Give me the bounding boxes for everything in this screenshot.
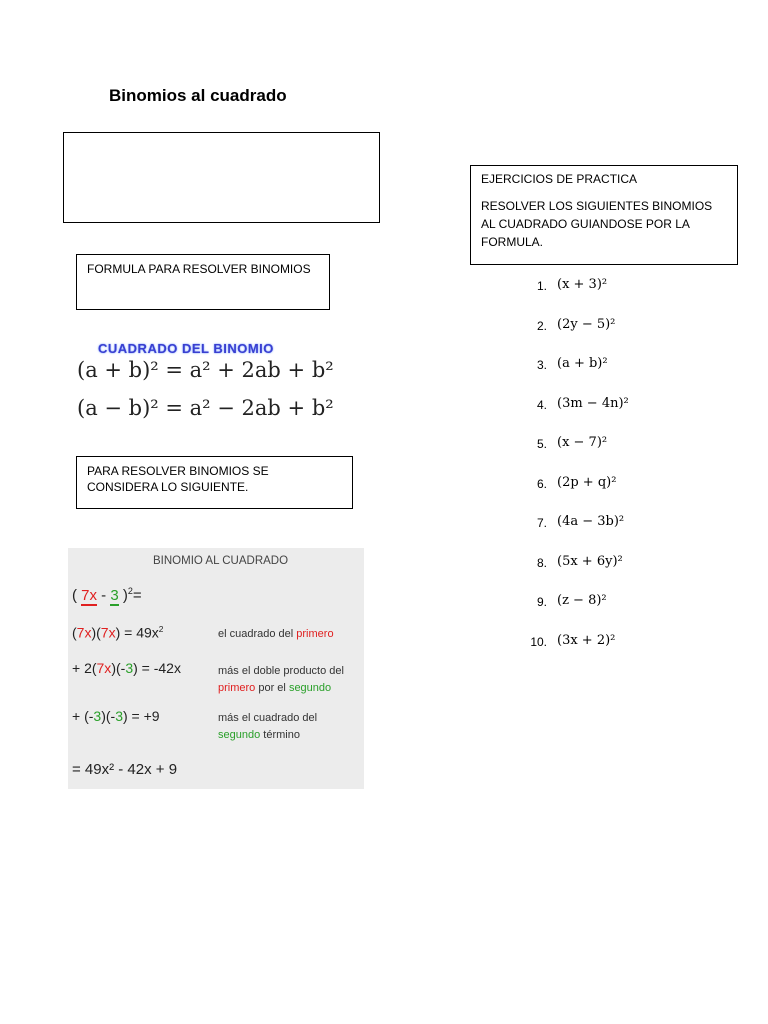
exercise-number: 1. — [536, 279, 547, 293]
exercise-number: 6. — [536, 477, 547, 491]
step1-note: el cuadrado del primero — [218, 628, 334, 640]
exercise-expression: (5x + 6y)² — [557, 554, 623, 569]
exercise-number: 10. — [530, 635, 547, 649]
exercise-expression: (x − 7)² — [557, 435, 608, 450]
exercise-number: 9. — [536, 595, 547, 609]
exercise-number: 7. — [536, 516, 547, 530]
exercise-number: 8. — [536, 556, 547, 570]
formula-difference: (a − b)² = a² − 2ab + b² — [77, 396, 334, 420]
consider-box — [76, 456, 353, 509]
practice-instructions: RESOLVER LOS SIGUIENTES BINOMIOS AL CUADRADO GUIANDOSE POR LA FORMULA. — [481, 199, 713, 249]
formula-label-box — [76, 254, 330, 310]
example-term1: 7x — [81, 587, 98, 604]
exercise-expression: (4a − 3b)² — [557, 514, 625, 529]
step1-expression: $(7x)(7x) = 49x^2$ — [72, 624, 164, 641]
step2-note: más el doble producto del primero por el segundo — [218, 665, 344, 694]
exercise-number: 2. — [536, 319, 547, 333]
step2-expression: + 2(7x)(-3) = -42x — [72, 660, 181, 676]
exercise-number: 4. — [536, 398, 547, 412]
practice-heading: EJERCICIOS DE PRACTICA — [481, 172, 638, 186]
exercise-number: 3. — [536, 358, 547, 372]
formula-banner: CUADRADO DEL BINOMIO — [98, 341, 274, 356]
example-final: = 49x² - 42x + 9 — [72, 761, 178, 778]
formula-label-text: FORMULA PARA RESOLVER BINOMIOS — [87, 262, 311, 276]
exercise-expression: (3x + 2)² — [557, 633, 616, 648]
exercise-expression: (z − 8)² — [557, 593, 607, 608]
example-problem: ( 7x - 3 )$^2$= — [72, 586, 142, 604]
example-heading: BINOMIO AL CUADRADO — [153, 555, 289, 567]
example-panel — [68, 548, 364, 789]
exercise-expression: (2y − 5)² — [557, 317, 616, 332]
empty-box — [63, 132, 380, 223]
exercise-expression: (3m − 4n)² — [557, 396, 629, 411]
practice-box — [470, 165, 738, 265]
consider-text: PARA RESOLVER BINOMIOS SE CONSIDERA LO SIGUIENTE. — [87, 464, 269, 494]
exercise-expression: (x + 3)² — [557, 277, 608, 292]
exercise-number: 5. — [536, 437, 547, 451]
page-title: Binomios al cuadrado — [109, 86, 287, 105]
step3-note: más el cuadrado del segundo término — [218, 712, 318, 741]
exercise-expression: (a + b)² — [557, 356, 608, 371]
exercise-expression: (2p + q)² — [557, 475, 617, 490]
step3-expression: + (-3)(-3) = +9 — [72, 708, 160, 724]
formula-sum: (a + b)² = a² + 2ab + b² — [77, 358, 334, 382]
example-term2: 3 — [110, 587, 119, 604]
